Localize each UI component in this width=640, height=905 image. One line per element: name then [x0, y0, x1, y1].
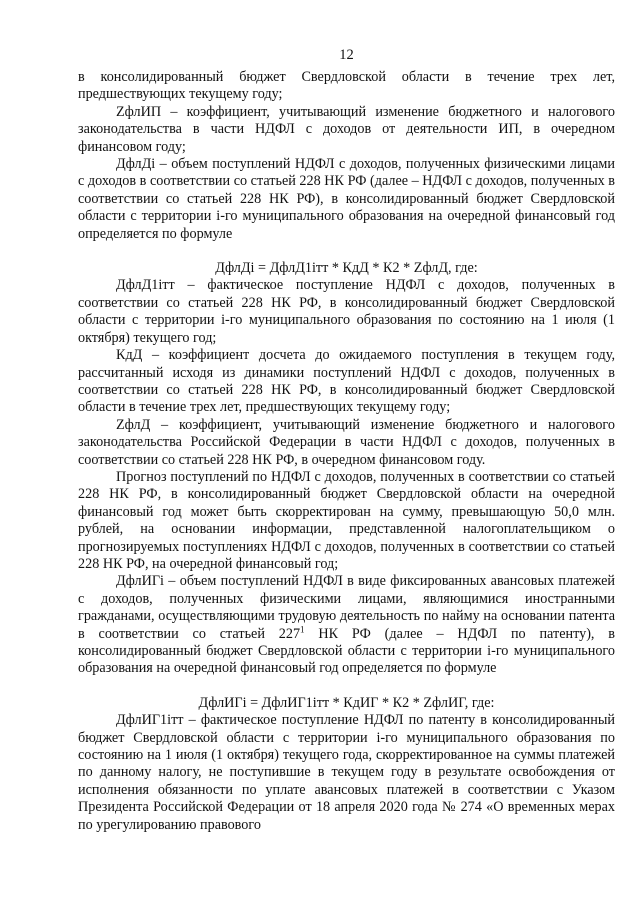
- paragraph-zfld-definition: ZфлД – коэффициент, учитывающий изменение бюджетного и налогового законодательства Российской Федерации в части НДФЛ с доходов, полученных в соответствии со статьей 228 НК РФ, в очередном финансовом году.: [78, 416, 615, 468]
- paragraph-kdd-definition: КдД – коэффициент досчета до ожидаемого поступления в текущем году, рассчитанный исходя из динамики поступлений НДФЛ с доходов, полученных в соответствии со статьей 228 НК РФ, в консолидированный бюджет Свердловской области в течение трех лет, предшествующих текущему году;: [78, 347, 615, 416]
- paragraph-forecast-adjustment: Прогноз поступлений по НДФЛ с доходов, полученных в соответствии со статьей 228 НК РФ, в консолидированный бюджет Свердловской области на очередной финансовый год может быть скорректирован на сумму, превышающую 50,0 млн. рублей, на основании информации, представленной налогоплательщиком о прогнозируемых поступлениях НДФЛ с доходов, полученных в соответствии со статьей 228 НК РФ, на очередной финансовый год;: [78, 468, 615, 572]
- paragraph-dfld-definition: ДфлДi – объем поступлений НДФЛ с доходов, полученных физическими лицами с доходов в соответствии со статьей 228 НК РФ (далее – НДФЛ с доходов, полученных в соответствии со статьей 228 НК РФ), в консолидированный бюджет Свердловской области с территории i-го муниципального образования на очередной финансовый год определяется по формуле: [78, 156, 615, 242]
- paragraph-continuation: в консолидированный бюджет Свердловской области в течение трех лет, предшествующих текущему году;: [78, 69, 615, 103]
- paragraph-dflig-text-before: ДфлИГi – объем поступлений НДФЛ в виде фиксированных авансовых платежей с доходов, полученных физическими лицами, являющимися иностранными гражданами, осуществляющими трудовую деятельность по найму на основании патента в соответствии со статьей 227: [78, 573, 615, 642]
- paragraph-zflip-definition: ZфлИП – коэффициент, учитывающий изменение бюджетного и налогового законодательства в части НДФЛ с доходов от деятельности ИП, в очередном финансовом году;: [78, 103, 615, 155]
- formula-dflig: ДфлИГi = ДфлИГ1iтт * КдИГ * К2 * ZфлИГ, где:: [198, 694, 495, 711]
- paragraph-dfld1-definition: ДфлД1iтт – фактическое поступление НДФЛ с доходов, полученных в соответствии со статьей 228 НК РФ, в консолидированный бюджет Свердловской области с территории i-го муниципального образования по состоянию на 1 июля (1 октября) текущего год;: [78, 277, 615, 346]
- document-body: [78, 69, 615, 834]
- paragraph-dflig1-definition: ДфлИГ1iтт – фактическое поступление НДФЛ по патенту в консолидированный бюджет Свердловской области с территории i-го муниципального образования по состоянию на 1 июля (1 октября) текущего года, скорректированное на суммы платежей по данному налогу, не поступившие в текущем году в результате освобождения от исполнения обязанности по уплате авансовых платежей в соответствии с Указом Президента Российской Федерации от 18 апреля 2020 года № 274 «О временных мерах по урегулированию правового: [78, 712, 615, 833]
- superscript-article-number: 1: [300, 623, 305, 634]
- page-number: 12: [339, 47, 354, 63]
- paragraph-dflig-definition: [78, 573, 615, 677]
- paragraph-dflig-text-after: НК РФ (далее – НДФЛ по патенту), в консолидированный бюджет Свердловской области с территории i-го муниципального образования на очередной финансовый год определяется по формуле: [78, 625, 615, 677]
- formula-dfld: ДфлДi = ДфлД1iтт * КдД * К2 * ZфлД, где:: [215, 260, 478, 277]
